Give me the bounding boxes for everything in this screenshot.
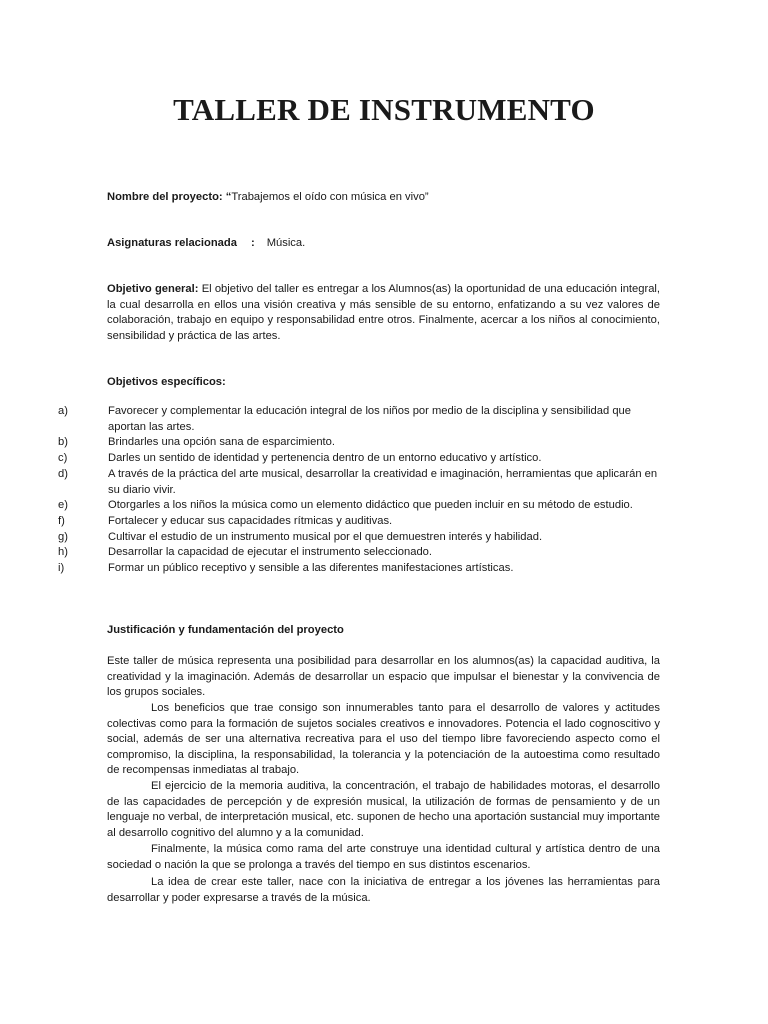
list-item bbox=[58, 561, 660, 577]
subjects-line bbox=[107, 236, 305, 252]
subjects-colon: : bbox=[250, 237, 255, 249]
general-objective bbox=[107, 282, 660, 344]
subjects-label: Asignaturas relacionada bbox=[107, 237, 237, 249]
list-marker: g) bbox=[58, 530, 68, 543]
list-item bbox=[58, 530, 660, 546]
list-marker: i) bbox=[58, 562, 65, 575]
list-item-text: Desarrollar la capacidad de ejecutar el instrumento seleccionado. bbox=[108, 546, 432, 559]
justification-paragraph: El ejercicio de la memoria auditiva, la concentración, el trabajo de habilidades motoras, el desarrollo de las capacidades de percepción y de expresión musical, la utilización de formas de pensamiento y de un lenguaje no verbal, de interpretación musical, etc. suponen de hecho una aportación sustancial muy importante al desarrollo cognitivo del alumno y a la comunidad. bbox=[107, 780, 660, 839]
justification-paragraph: Este taller de música representa una posibilidad para desarrollar en los alumnos(as) la capacidad auditiva, la creatividad y la imaginación. Además de desarrollar un espacio que impulsar el bienestar y la convivencia de los grupos sociales. bbox=[107, 655, 660, 699]
specific-objectives-heading: Objetivos específicos: bbox=[107, 376, 226, 388]
subjects-value: Música. bbox=[266, 237, 306, 249]
general-objective-text: El objetivo del taller es entregar a los Alumnos(as) la oportunidad de una educación integral, la cual desarrolla en ellos una visión creativa y más sensible de su entorno, enfatizando a su vez valores de colaboración, trabajo en equipo y responsabilidad entre otros. Finalmente, acercar a los niños al conocimiento, sensibilidad y práctica de las artes. bbox=[107, 283, 661, 342]
list-item-text: Brindarles una opción sana de esparcimiento. bbox=[108, 436, 335, 449]
list-item bbox=[58, 451, 660, 467]
list-item bbox=[58, 404, 660, 435]
justification-paragraph: Los beneficios que trae consigo son innumerables tanto para el desarrollo de valores y actitudes colectivas como para la formación de sujetos sociales creativos e innovadores. Potencia el lado cognoscitivo y social, además de ser una alternativa recreativa para el uso del tiempo libre favoreciendo aspecto como el compromiso, la disciplina, la responsabilidad, la tolerancia y la potenciación de la autoestima como resultado de recompensas inmediatas al trabajo. bbox=[107, 702, 660, 777]
list-marker: e) bbox=[58, 499, 68, 512]
list-marker: h) bbox=[58, 546, 68, 559]
list-item bbox=[58, 467, 660, 498]
list-item bbox=[58, 498, 660, 514]
list-item-text: Formar un público receptivo y sensible a las diferentes manifestaciones artísticas. bbox=[108, 562, 514, 575]
list-marker: f) bbox=[58, 514, 65, 527]
list-item bbox=[58, 435, 660, 451]
list-item-text: Favorecer y complementar la educación integral de los niños por medio de la disciplina y sensibilidad que aportan las artes. bbox=[108, 405, 631, 433]
project-name-value: Trabajemos el oído con música en vivo” bbox=[231, 191, 429, 203]
list-item-text: Fortalecer y educar sus capacidades rítmicas y auditivas. bbox=[108, 514, 393, 527]
list-item bbox=[58, 545, 660, 561]
document-title: TALLER DE INSTRUMENTO bbox=[173, 92, 595, 127]
list-item-text: A través de la práctica del arte musical, desarrollar la creatividad e imaginación, herramientas que aplicarán en su diario vivir. bbox=[108, 467, 658, 496]
justification-heading: Justificación y fundamentación del proyecto bbox=[107, 624, 344, 636]
specific-objectives-list bbox=[58, 404, 660, 577]
list-marker: a) bbox=[58, 405, 68, 417]
justification-paragraph: Finalmente, la música como rama del arte construye una identidad cultural y artística dentro de una sociedad o nación la que se prolonga a través del tiempo en sus distintos escenarios. bbox=[107, 843, 660, 871]
list-marker: b) bbox=[58, 436, 68, 449]
list-marker: c) bbox=[58, 452, 68, 465]
general-objective-label: Objetivo general: bbox=[107, 283, 199, 295]
list-item-text: Otorgarles a los niños la música como un elemento didáctico que pueden incluir en su método de estudio. bbox=[108, 499, 633, 512]
list-item-text: Cultivar el estudio de un instrumento musical por el que demuestren interés y habilidad. bbox=[108, 530, 543, 543]
project-name-label: Nombre del proyecto: “ bbox=[107, 191, 232, 203]
list-item bbox=[58, 514, 660, 530]
justification-paragraph: La idea de crear este taller, nace con la iniciativa de entregar a los jóvenes las herramientas para desarrollar y poder expresarse a través de la música. bbox=[107, 876, 660, 904]
list-marker: d) bbox=[58, 467, 68, 480]
project-name-line bbox=[107, 190, 429, 206]
list-item-text: Darles un sentido de identidad y pertenencia dentro de un entorno educativo y artístico. bbox=[108, 452, 542, 465]
